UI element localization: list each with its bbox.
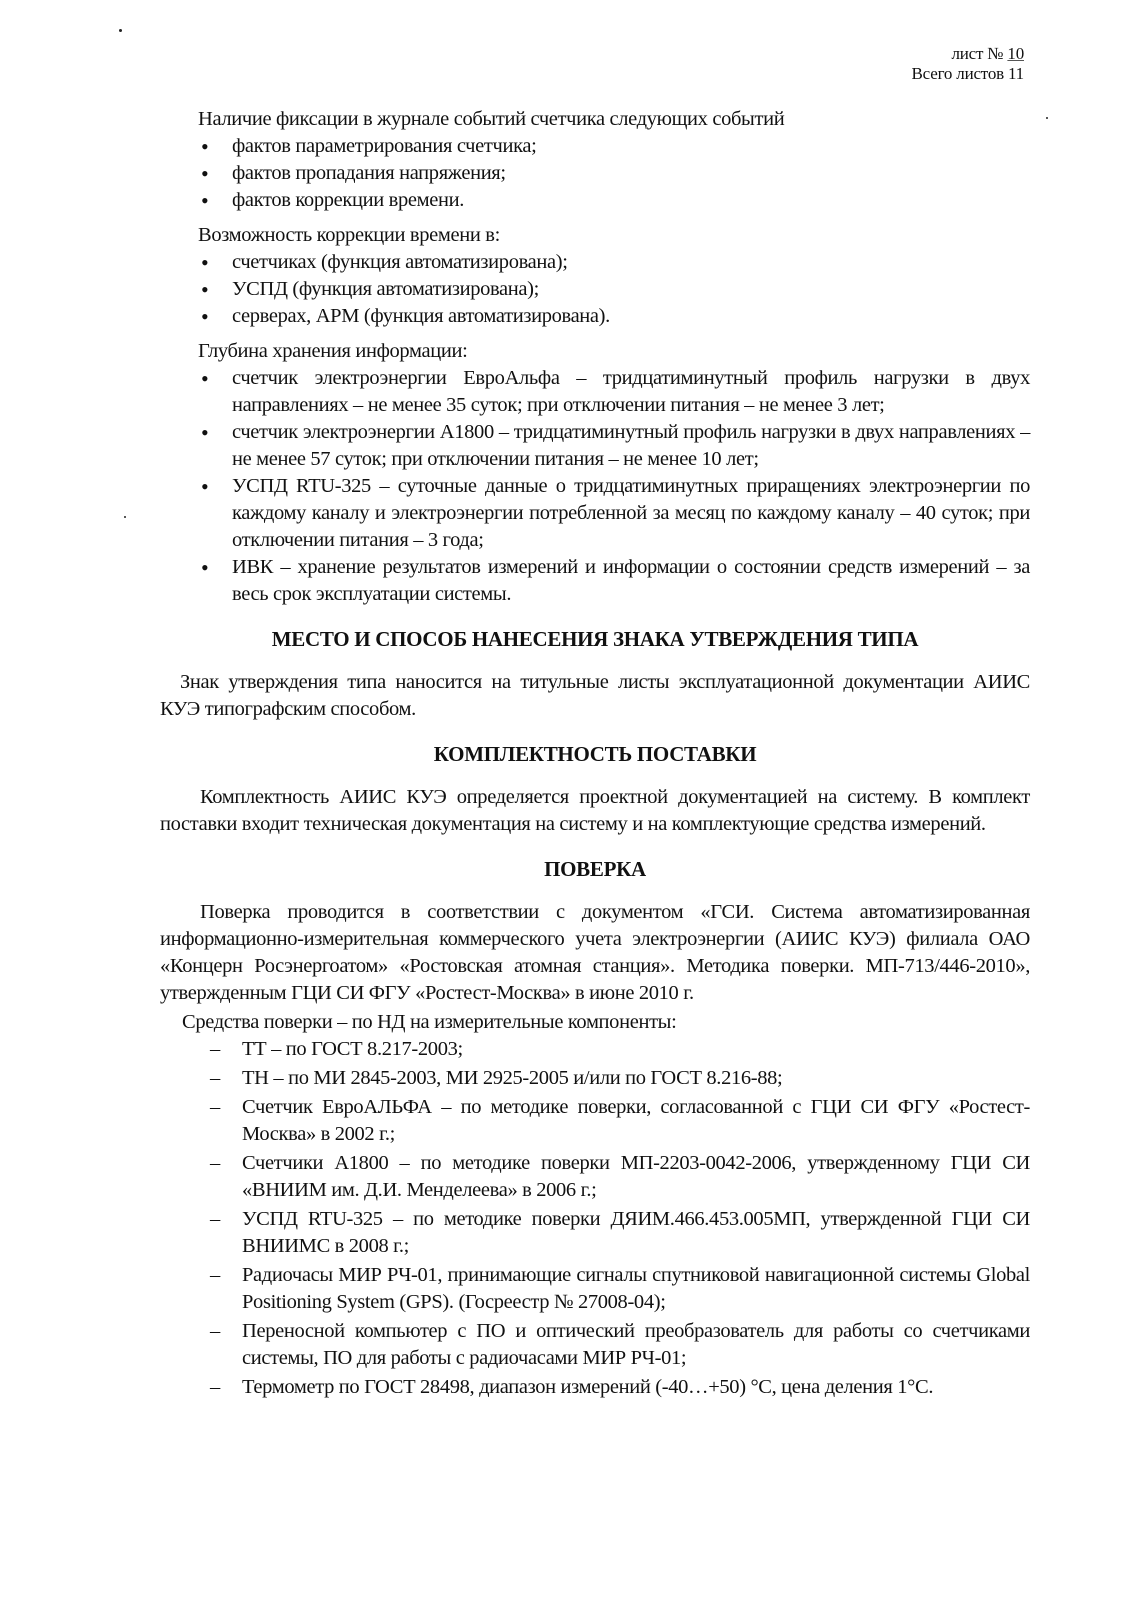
page-header (912, 44, 1024, 84)
section-title-mark: МЕСТО И СПОСОБ НАНЕСЕНИЯ ЗНАКА УТВЕРЖДЕНИЯ ТИПА (271, 627, 919, 651)
verification-tools-list (160, 1036, 1030, 1401)
list-item: – Счетчики А1800 – по методике поверки МП-2203-0042-2006, утвержденному ГЦИ СИ «ВНИИМ им. Д.И. Менделеева» в 2006 г.; (208, 1150, 1030, 1204)
storage-list (198, 365, 1030, 608)
storage-lead: Глубина хранения информации: (198, 340, 468, 362)
list-item: • УСПД RTU-325 – суточные данные о тридцатиминутных приращениях электроэнергии по каждому каналу и электроэнергии потребленной за месяц по каждому каналу – 40 суток; при отключении питания – 3 года; (198, 473, 1030, 554)
list-item: – Термометр по ГОСТ 28498, диапазон измерений (-40…+50) °С, цена деления 1°С. (208, 1374, 1030, 1401)
list-item: • фактов пропадания напряжения; (198, 160, 1030, 187)
list-item: • ИВК – хранение результатов измерений и информации о состоянии средств измерений – за весь срок эксплуатации системы. (198, 554, 1030, 608)
document-page (160, 106, 1030, 1403)
scan-speck (1046, 117, 1048, 119)
list-item: – ТТ – по ГОСТ 8.217-2003; (208, 1036, 1030, 1063)
list-item: – Переносной компьютер с ПО и оптический преобразователь для работы со счетчиками системы, ПО для работы с радиочасами МИР РЧ-01; (208, 1318, 1030, 1372)
list-item: • фактов параметрирования счетчика; (198, 133, 1030, 160)
total-label: Всего листов (911, 64, 1004, 83)
list-item: – Счетчик ЕвроАЛЬФА – по методике поверки, согласованной с ГЦИ СИ ФГУ «Ростест-Москва» в 2002 г.; (208, 1094, 1030, 1148)
verification-paragraph: Поверка проводится в соответствии с документом «ГСИ. Система автоматизированная информационно-измерительная коммерческого учета электроэнергии (АИИС КУЭ) филиала ОАО «Концерн Росэнергоатом» «Ростовская атомная станция». Методика поверки. МП-713/446-2010», утвержденным ГЦИ СИ ФГУ «Ростест-Москва» в июне 2010 г. (160, 901, 1030, 1004)
list-item: • фактов коррекции времени. (198, 187, 1030, 214)
scan-speck (119, 29, 122, 32)
time-correction-lead: Возможность коррекции времени в: (198, 224, 500, 246)
events-block (160, 106, 1030, 214)
time-correction-block (160, 222, 1030, 330)
list-item: • серверах, АРМ (функция автоматизирована). (198, 303, 1030, 330)
completeness-paragraph: Комплектность АИИС КУЭ определяется проектной документацией на систему. В комплект поставки входит техническая документация на систему и на комплектующие средства измерений. (160, 786, 1030, 835)
list-item: • счетчиках (функция автоматизирована); (198, 249, 1030, 276)
list-item: – ТН – по МИ 2845-2003, МИ 2925-2005 и/или по ГОСТ 8.216-88; (208, 1065, 1030, 1092)
time-correction-list (198, 249, 1030, 330)
list-item: • счетчик электроэнергии А1800 – тридцатиминутный профиль нагрузки в двух направлениях – не менее 57 суток; при отключении питания – не менее 10 лет; (198, 419, 1030, 473)
list-item: • счетчик электроэнергии ЕвроАльфа – тридцатиминутный профиль нагрузки в двух направлениях – не менее 35 суток; при отключении питания – не менее 3 лет; (198, 365, 1030, 419)
section-title-completeness: КОМПЛЕКТНОСТЬ ПОСТАВКИ (433, 742, 757, 766)
list-item: • УСПД (функция автоматизирована); (198, 276, 1030, 303)
list-item: – Радиочасы МИР РЧ-01, принимающие сигналы спутниковой навигационной системы Global Positioning System (GPS). (Госреестр № 27008-04); (208, 1262, 1030, 1316)
events-lead: Наличие фиксации в журнале событий счетчика следующих событий (198, 108, 785, 130)
mark-paragraph: Знак утверждения типа наносится на титульные листы эксплуатационной документации АИИС КУЭ типографским способом. (160, 671, 1030, 720)
list-item: – УСПД RTU-325 – по методике поверки ДЯИМ.466.453.005МП, утвержденной ГЦИ СИ ВНИИМС в 2008 г.; (208, 1206, 1030, 1260)
total-number: 11 (1008, 64, 1024, 83)
storage-block (160, 338, 1030, 608)
sheet-label: лист № (951, 44, 1004, 63)
section-title-verification: ПОВЕРКА (544, 857, 646, 881)
events-list (198, 133, 1030, 214)
sheet-number-line (912, 44, 1024, 64)
total-sheets-line (912, 64, 1024, 84)
verification-tools-lead: Средства поверки – по НД на измерительные компоненты: (182, 1011, 677, 1033)
sheet-number: 10 (1007, 44, 1024, 63)
scan-speck (124, 516, 126, 518)
